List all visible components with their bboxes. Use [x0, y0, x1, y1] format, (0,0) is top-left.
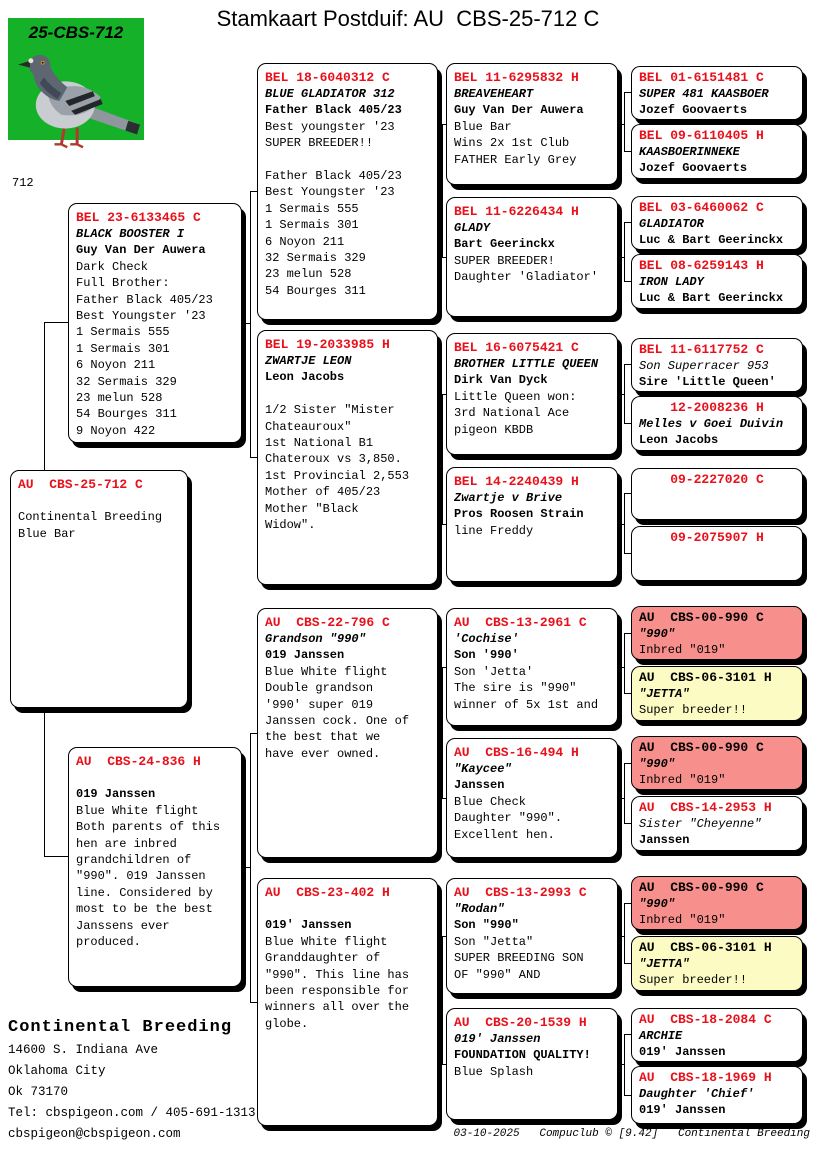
- pedigree-box-g3-6: [446, 738, 618, 858]
- pedigree-text-line: KAASBOERINNEKE: [639, 145, 740, 159]
- pedigree-text-line: FOUNDATION QUALITY!: [454, 1048, 591, 1063]
- ring-number: AU CBS-06-3101 H: [639, 940, 772, 955]
- connector-line: [624, 423, 631, 424]
- pedigree-text-line: "990". This line has: [265, 967, 410, 982]
- pedigree-text-line: Blue Bar: [454, 119, 512, 134]
- pedigree-box-g4-2: [631, 124, 803, 179]
- pedigree-text-line: Daughter 'Gladiator': [454, 270, 599, 285]
- ring-number: 12-2008236 H: [670, 400, 764, 415]
- pedigree-text-line: have ever owned.: [265, 746, 381, 761]
- ring-number: AU CBS-00-990 C: [639, 740, 764, 755]
- pedigree-text-line: 1 Sermais 555: [265, 201, 359, 216]
- footer-line: 03-10-2025 Compuclub © [9.42] Continental Breeding: [453, 1128, 810, 1140]
- ring-number: AU CBS-13-2993 C: [454, 885, 587, 900]
- ring-number: BEL 08-6259143 H: [639, 258, 764, 273]
- connector-line: [618, 394, 624, 395]
- pedigree-text-line: Best youngster '23: [265, 119, 395, 134]
- ring-number: BEL 18-6040312 C: [265, 70, 390, 85]
- connector-line: [624, 92, 625, 151]
- pedigree-text-line: Luc & Bart Geerinckx: [639, 233, 784, 247]
- pedigree-box-g3-4: [446, 467, 618, 582]
- pedigree-text-line: Best Youngster '23: [76, 309, 206, 324]
- pedigree-text-line: Janssen: [639, 833, 690, 847]
- connector-line: [438, 191, 442, 192]
- pedigree-box-g3-2: [446, 197, 618, 317]
- pedigree-box-g3-1: [446, 63, 618, 185]
- pedigree-text-line: 1st Provincial 2,553: [265, 468, 410, 483]
- connector-line: [624, 963, 631, 964]
- pedigree-text-line: 32 Sermais 329: [265, 251, 366, 266]
- ring-number: 09-2227020 C: [670, 472, 764, 487]
- pedigree-text-line: BREAVEHEART: [454, 87, 534, 101]
- connector-line: [618, 798, 624, 799]
- connector-line: [624, 493, 625, 553]
- connector-line: [250, 1002, 257, 1003]
- connector-line: [618, 257, 624, 258]
- pedigree-box-g4-7: [631, 468, 803, 520]
- pedigree-text-line: hen are inbred: [76, 836, 177, 851]
- ring-number: BEL 19-2033985 H: [265, 337, 390, 352]
- pedigree-text-line: winner of 5x 1st and: [454, 697, 599, 712]
- pedigree-text-line: Widow".: [265, 518, 316, 533]
- pedigree-text-line: grandchildren of: [76, 853, 192, 868]
- pedigree-text-line: OF "990" AND: [454, 967, 541, 982]
- connector-line: [624, 693, 631, 694]
- pedigree-text-line: Jozef Goovaerts: [639, 103, 748, 117]
- connector-line: [44, 322, 45, 470]
- pedigree-text-line: Continental Breeding: [18, 510, 163, 525]
- pedigree-text-line: 54 Bourges 311: [265, 283, 366, 298]
- contact-line: Tel: cbspigeon.com / 405-691-1313: [8, 1106, 256, 1120]
- connector-line: [624, 281, 631, 282]
- connector-line: [618, 124, 624, 125]
- connector-line: [624, 493, 631, 494]
- pedigree-text-line: 019 Janssen: [76, 787, 156, 802]
- connector-line: [242, 867, 250, 868]
- connector-line: [438, 457, 442, 458]
- pedigree-text-line: Super breeder!!: [639, 973, 748, 987]
- pedigree-box-g4-10: [631, 666, 803, 721]
- pedigree-text-line: Mother "Black: [265, 501, 359, 516]
- pedigree-box-dam: [68, 747, 242, 987]
- ring-number: AU CBS-06-3101 H: [639, 670, 772, 685]
- pedigree-text-line: "Kaycee": [454, 762, 512, 776]
- pedigree-text-line: 23 melun 528: [265, 267, 352, 282]
- ring-number: BEL 03-6460062 C: [639, 200, 764, 215]
- pedigree-text-line: 32 Sermais 329: [76, 374, 177, 389]
- connector-line: [250, 191, 251, 457]
- pedigree-box-g4-3: [631, 196, 803, 250]
- pedigree-text-line: Zwartje v Brive: [454, 491, 563, 505]
- pedigree-box-g2-1: [257, 63, 438, 320]
- contact-line: 14600 S. Indiana Ave: [8, 1043, 159, 1057]
- pedigree-box-g4-1: [631, 66, 803, 120]
- contact-line: Ok 73170: [8, 1085, 69, 1099]
- pedigree-text-line: 1 Sermais 301: [265, 218, 359, 233]
- pedigree-text-line: [76, 770, 234, 786]
- pedigree-text-line: GLADIATOR: [639, 217, 704, 231]
- connector-line: [624, 763, 625, 823]
- ring-number: AU CBS-20-1539 H: [454, 1015, 587, 1030]
- contact-block: [8, 1016, 256, 1145]
- pedigree-text-line: "JETTA": [639, 687, 690, 701]
- pedigree-text-line: Pros Roosen Strain: [454, 507, 584, 522]
- pedigree-text-line: Best Youngster '23: [265, 185, 395, 200]
- pedigree-text-line: '990' super 019: [265, 697, 374, 712]
- photo-ring-label: 25-CBS-712: [28, 23, 124, 42]
- pedigree-text-line: Daughter 'Chief': [639, 1087, 755, 1101]
- pedigree-text-line: Daughter "990".: [454, 811, 563, 826]
- pedigree-text-line: been responsible for: [265, 984, 410, 999]
- pedigree-text-line: 1 Sermais 555: [76, 325, 170, 340]
- connector-line: [618, 667, 624, 668]
- pedigree-text-line: Chateroux vs 3,850.: [265, 452, 402, 467]
- pedigree-text-line: Chateauroux": [265, 419, 352, 434]
- pedigree-text-line: BLUE GLADIATOR 312: [265, 87, 395, 101]
- pedigree-box-g4-15: [631, 1008, 803, 1062]
- pedigree-text-line: Blue Check: [454, 794, 527, 809]
- pedigree-text-line: ARCHIE: [639, 1029, 683, 1043]
- pedigree-text-line: Son "Jetta": [454, 934, 534, 949]
- pedigree-box-g3-5: [446, 608, 618, 726]
- pedigree-text-line: Excellent hen.: [454, 827, 555, 842]
- pedigree-text-line: Inbred "019": [639, 913, 726, 927]
- connector-line: [624, 1034, 625, 1095]
- pedigree-box-g4-11: [631, 736, 803, 790]
- connector-line: [442, 936, 443, 1064]
- connector-line: [442, 394, 443, 524]
- connector-line: [624, 903, 625, 963]
- pedigree-text-line: Janssen: [454, 778, 505, 793]
- connector-line: [624, 1095, 631, 1096]
- pedigree-box-g4-14: [631, 936, 803, 991]
- pedigree-text-line: Sire 'Little Queen': [639, 375, 776, 389]
- ring-number: BEL 11-6117752 C: [639, 342, 764, 357]
- pedigree-text-line: Sister "Cheyenne": [639, 817, 762, 831]
- pedigree-text-line: 019' Janssen: [639, 1045, 726, 1059]
- pedigree-text-line: Jozef Goovaerts: [639, 161, 748, 175]
- pedigree-box-g4-9: [631, 606, 803, 660]
- connector-line: [250, 733, 251, 1002]
- pedigree-text-line: 3rd National Ace: [454, 406, 570, 421]
- pedigree-box-g3-7: [446, 878, 618, 994]
- connector-line: [624, 553, 631, 554]
- connector-line: [44, 708, 45, 856]
- pedigree-text-line: Guy Van Der Auwera: [76, 243, 206, 258]
- pedigree-box-g3-8: [446, 1008, 618, 1120]
- pedigree-text-line: "990". 019 Janssen: [76, 869, 206, 884]
- ring-number: BEL 01-6151481 C: [639, 70, 764, 85]
- pedigree-text-line: Blue Splash: [454, 1064, 534, 1079]
- ring-number: BEL 14-2240439 H: [454, 474, 579, 489]
- pedigree-text-line: Son '990': [454, 648, 519, 663]
- pedigree-text-line: Janssen cock. One of: [265, 714, 410, 729]
- pedigree-text-line: [265, 901, 430, 917]
- pedigree-box-g3-3: [446, 333, 618, 455]
- ring-number: 09-2075907 H: [670, 530, 764, 545]
- connector-line: [624, 151, 631, 152]
- ring-number: AU CBS-18-1969 H: [639, 1070, 772, 1085]
- pedigree-text-line: 019' Janssen: [454, 1032, 541, 1046]
- pedigree-text-line: SUPER BREEDER!!: [265, 136, 374, 151]
- ring-number: AU CBS-00-990 C: [639, 610, 764, 625]
- pedigree-text-line: ZWARTJE LEON: [265, 354, 352, 368]
- pedigree-text-line: pigeon KBDB: [454, 422, 534, 437]
- pedigree-text-line: Both parents of this: [76, 820, 221, 835]
- pedigree-box-g4-16: [631, 1066, 803, 1124]
- pedigree-text-line: Little Queen won:: [454, 389, 577, 404]
- ring-number: BEL 11-6226434 H: [454, 204, 579, 219]
- pedigree-text-line: [265, 386, 430, 402]
- ring-number: AU CBS-18-2084 C: [639, 1012, 772, 1027]
- pedigree-text-line: Janssens ever: [76, 918, 170, 933]
- pedigree-text-line: Leon Jacobs: [265, 370, 345, 385]
- connector-line: [624, 222, 625, 281]
- pedigree-box-g4-6: [631, 396, 803, 451]
- pedigree-text-line: Blue Bar: [18, 526, 76, 541]
- pedigree-text-line: Super breeder!!: [639, 703, 748, 717]
- pedigree-text-line: 1/2 Sister "Mister: [265, 403, 395, 418]
- connector-line: [442, 124, 443, 257]
- pedigree-box-g4-8: [631, 526, 803, 581]
- pedigree-text-line: 'Cochise': [454, 632, 519, 646]
- connector-line: [624, 92, 631, 93]
- pedigree-box-g2-2: [257, 330, 438, 585]
- connector-line: [624, 763, 631, 764]
- pedigree-box-sire: [68, 203, 242, 443]
- pigeon-photo: [8, 18, 150, 170]
- pedigree-text-line: Son "990": [454, 918, 519, 933]
- pigeon-image: [10, 44, 158, 162]
- connector-line: [618, 1064, 624, 1065]
- pedigree-text-line: BROTHER LITTLE QUEEN: [454, 357, 599, 371]
- pedigree-text-line: Wins 2x 1st Club: [454, 136, 570, 151]
- pedigree-text-line: SUPER 481 KAASBOER: [639, 87, 769, 101]
- pedigree-text-line: 019' Janssen: [639, 1103, 726, 1117]
- pedigree-text-line: BLACK BOOSTER I: [76, 227, 185, 241]
- pedigree-text-line: Father Black 405/23: [265, 169, 402, 184]
- pedigree-text-line: Blue White flight: [265, 934, 388, 949]
- connector-line: [438, 1002, 442, 1003]
- connector-line: [242, 323, 250, 324]
- connector-line: [624, 364, 625, 423]
- pedigree-text-line: Son 'Jetta': [454, 664, 534, 679]
- connector-line: [624, 823, 631, 824]
- pedigree-text-line: The sire is "990": [454, 681, 577, 696]
- pedigree-box-subject: [10, 470, 188, 708]
- page-title: Stamkaart Postduif: AU CBS-25-712 C: [216, 6, 600, 31]
- connector-line: [618, 524, 624, 525]
- pedigree-text-line: IRON LADY: [639, 275, 704, 289]
- connector-line: [438, 733, 442, 734]
- pedigree-text-line: globe.: [265, 1016, 309, 1031]
- pedigree-box-g4-12: [631, 796, 803, 851]
- ring-number: BEL 11-6295832 H: [454, 70, 579, 85]
- pedigree-text-line: Leon Jacobs: [639, 433, 719, 447]
- pedigree-text-line: Granddaughter of: [265, 951, 381, 966]
- pedigree-text-line: "990": [639, 757, 676, 771]
- pedigree-text-line: [265, 152, 430, 168]
- connector-line: [44, 856, 68, 857]
- pedigree-text-line: Grandson "990": [265, 632, 366, 646]
- photo-caption: 712: [12, 176, 34, 190]
- loft-name: Continental Breeding: [8, 1018, 233, 1037]
- ring-number: AU CBS-24-836 H: [76, 754, 201, 769]
- connector-line: [44, 322, 68, 323]
- pedigree-text-line: 9 Noyon 422: [76, 423, 156, 438]
- connector-line: [624, 633, 631, 634]
- pedigree-text-line: FATHER Early Grey: [454, 152, 577, 167]
- pedigree-text-line: winners all over the: [265, 1000, 410, 1015]
- pedigree-box-g4-5: [631, 338, 803, 392]
- connector-line: [250, 191, 257, 192]
- pedigree-box-g4-13: [631, 876, 803, 930]
- connector-line: [250, 457, 257, 458]
- ring-number: AU CBS-00-990 C: [639, 880, 764, 895]
- pedigree-text-line: "Rodan": [454, 902, 505, 916]
- pedigree-text-line: line. Considered by: [76, 885, 213, 900]
- pedigree-text-line: Father Black 405/23: [265, 103, 402, 118]
- pedigree-text-line: produced.: [76, 935, 141, 950]
- pedigree-text-line: Son Superracer 953: [639, 359, 769, 373]
- pedigree-text-line: 6 Noyon 211: [76, 358, 156, 373]
- connector-line: [442, 667, 443, 798]
- connector-line: [624, 633, 625, 693]
- pedigree-box-g2-3: [257, 608, 438, 858]
- pedigree-text-line: [18, 493, 180, 509]
- ring-number: AU CBS-23-402 H: [265, 885, 390, 900]
- pedigree-text-line: "990": [639, 897, 676, 911]
- pedigree-box-g2-4: [257, 878, 438, 1126]
- connector-line: [618, 936, 624, 937]
- ring-number: AU CBS-16-494 H: [454, 745, 579, 760]
- pedigree-text-line: Father Black 405/23: [76, 292, 213, 307]
- ring-number: AU CBS-13-2961 C: [454, 615, 587, 630]
- pedigree-text-line: 1 Sermais 301: [76, 341, 170, 356]
- ring-number: AU CBS-14-2953 H: [639, 800, 772, 815]
- pedigree-text-line: 019 Janssen: [265, 648, 345, 663]
- ring-number: AU CBS-25-712 C: [18, 477, 143, 492]
- contact-line: cbspigeon@cbspigeon.com: [8, 1127, 181, 1141]
- pedigree-text-line: 54 Bourges 311: [76, 407, 177, 422]
- pedigree-text-line: the best that we: [265, 730, 381, 745]
- ring-number: BEL 23-6133465 C: [76, 210, 201, 225]
- pedigree-text-line: SUPER BREEDING SON: [454, 951, 584, 966]
- pedigree-text-line: SUPER BREEDER!: [454, 253, 555, 268]
- contact-line: Oklahoma City: [8, 1064, 106, 1078]
- pedigree-text-line: Dirk Van Dyck: [454, 373, 548, 388]
- pedigree-text-line: Inbred "019": [639, 773, 726, 787]
- pedigree-text-line: line Freddy: [454, 523, 534, 538]
- connector-line: [624, 364, 631, 365]
- pedigree-text-line: 23 melun 528: [76, 391, 163, 406]
- pedigree-text-line: GLADY: [454, 221, 491, 235]
- ring-number: BEL 09-6110405 H: [639, 128, 764, 143]
- pedigree-text-line: Inbred "019": [639, 643, 726, 657]
- connector-line: [624, 1034, 631, 1035]
- ring-number: BEL 16-6075421 C: [454, 340, 579, 355]
- connector-line: [624, 903, 631, 904]
- pedigree-text-line: "990": [639, 627, 676, 641]
- ring-number: AU CBS-22-796 C: [265, 615, 390, 630]
- pedigree-text-line: Melles v Goei Duivin: [639, 417, 784, 431]
- pedigree-text-line: Blue White flight: [265, 664, 388, 679]
- pedigree-text-line: Double grandson: [265, 681, 374, 696]
- pedigree-text-line: Blue White flight: [76, 803, 199, 818]
- pedigree-text-line: Luc & Bart Geerinckx: [639, 291, 784, 305]
- pedigree-text-line: Dark Check: [76, 259, 149, 274]
- pedigree-text-line: Mother of 405/23: [265, 485, 381, 500]
- connector-line: [250, 733, 257, 734]
- pedigree-box-g4-4: [631, 254, 803, 309]
- pedigree-text-line: most to be the best: [76, 902, 213, 917]
- connector-line: [624, 222, 631, 223]
- pedigree-text-line: 019' Janssen: [265, 918, 352, 933]
- pedigree-text-line: 6 Noyon 211: [265, 234, 345, 249]
- pedigree-text-line: Full Brother:: [76, 276, 170, 291]
- pedigree-text-line: Bart Geerinckx: [454, 237, 555, 252]
- pedigree-text-line: 1st National B1: [265, 436, 374, 451]
- pedigree-text-line: "JETTA": [639, 957, 690, 971]
- pedigree-text-line: Guy Van Der Auwera: [454, 103, 584, 118]
